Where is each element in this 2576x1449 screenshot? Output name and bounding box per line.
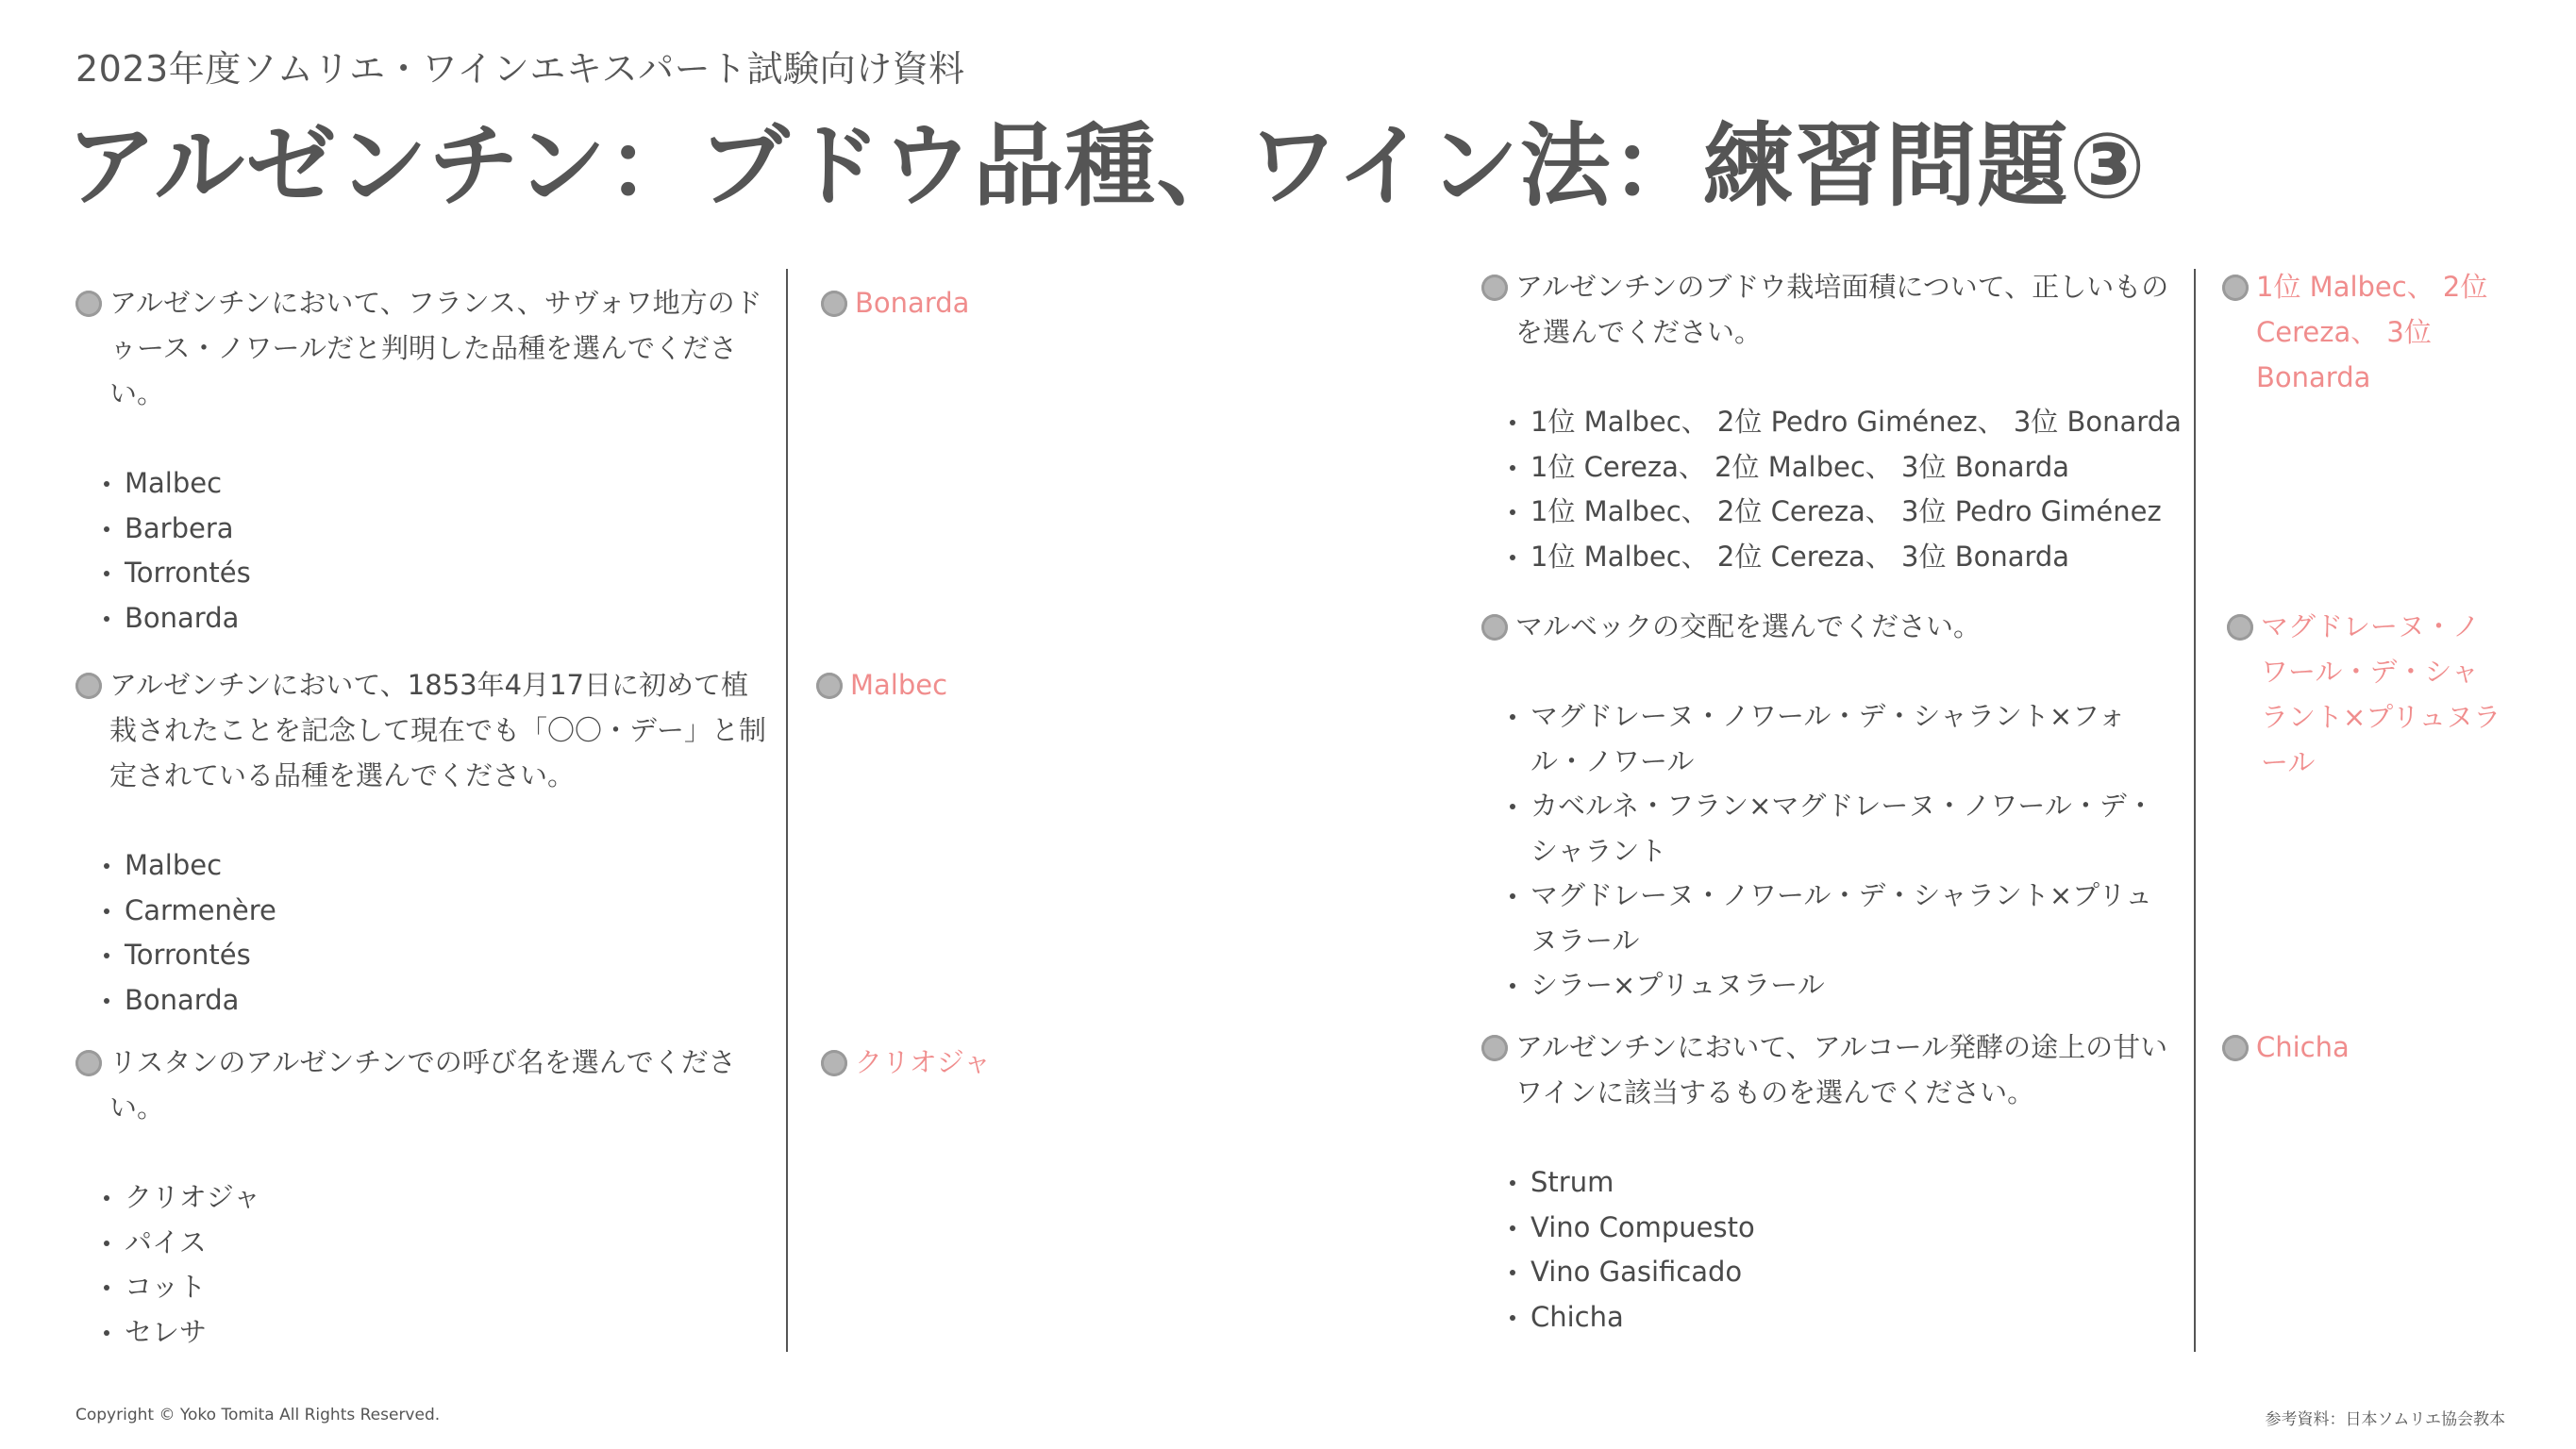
page-title: アルゼンチン：ブドウ品種、ワイン法：練習問題③ [66,113,2147,219]
answer-2 [821,662,1406,708]
question-block-2 [75,662,774,1023]
answer-bullet-icon [821,1050,847,1076]
question-5-text: マルベックの交配を選んでください。 [1515,610,1982,642]
question-5 [1481,604,2184,649]
question-1-text: アルゼンチンにおいて、フランス、サヴォワ地方のドゥース・ノワールだと判明した品種を選んでください。 [109,287,762,409]
answer-4 [2222,264,2505,400]
answer-6-text: Chicha [2256,1031,2350,1063]
question-bullet-icon [75,673,102,699]
option: Malbec [104,843,774,889]
answer-1 [821,280,1406,325]
option: 1位 Malbec、 2位 Cereza、 3位 Pedro Giménez [1510,490,2184,535]
column-divider-right [2194,269,2196,1352]
option: Torrontés [104,551,774,596]
answer-1-text: Bonarda [855,287,970,319]
question-block-3 [75,1040,774,1355]
answer-5-text: マグドレーヌ・ノワール・デ・シャラント×プリュヌラール [2261,610,2501,778]
answer-2-text: Malbec [850,669,948,701]
question-block-6 [1481,1024,2184,1340]
option: マグドレーヌ・ノワール・デ・シャラント×プリュヌラール [1510,874,2156,963]
question-6 [1481,1024,2184,1115]
right-questions-column [1481,255,2184,1355]
option: カベルネ・フラン×マグドレーヌ・ノワール・デ・シャラント [1510,784,2156,874]
question-5-options [1481,694,2156,1008]
question-4-text: アルゼンチンのブドウ栽培面積について、正しいものを選んでください。 [1515,271,2169,348]
option: パイス [104,1221,774,1266]
answer-bullet-icon [821,291,847,317]
copyright-text: Copyright © Yoko Tomita All Rights Reserved. [75,1406,441,1424]
answer-bullet-icon [2222,275,2249,301]
question-bullet-icon [75,1050,102,1076]
question-3-text: リスタンのアルゼンチンでの呼び名を選んでください。 [109,1046,736,1124]
option: マグドレーヌ・ノワール・デ・シャラント×フォル・ノワール [1510,694,2156,784]
option: セレサ [104,1310,774,1356]
question-6-options [1481,1160,2184,1340]
option: コット [104,1265,774,1310]
option: Chicha [1510,1295,2184,1341]
answer-bullet-icon [2222,1035,2249,1061]
question-2-text: アルゼンチンにおいて、1853年4月17日に初めて植栽されたことを記念して現在でも「〇〇・デー」と制定されている品種を選んでください。 [109,669,767,791]
question-4-options [1481,400,2184,579]
question-bullet-icon [1481,1035,1508,1061]
option: Strum [1510,1160,2184,1206]
question-bullet-icon [1481,614,1508,641]
question-2-options [75,843,774,1023]
right-answers-column [2222,255,2505,1355]
question-block-1 [75,280,774,641]
left-answers-column [821,255,1406,1355]
question-bullet-icon [1481,275,1508,301]
option: 1位 Malbec、 2位 Cereza、 3位 Bonarda [1510,535,2184,580]
question-bullet-icon [75,291,102,317]
answer-5 [2222,604,2505,785]
question-1-options [75,461,774,641]
option: 1位 Malbec、 2位 Pedro Giménez、 3位 Bonarda [1510,400,2184,445]
option: 1位 Cereza、 2位 Malbec、 3位 Bonarda [1510,445,2184,491]
answer-6 [2222,1024,2505,1070]
option: Torrontés [104,933,774,978]
option: シラー×プリュヌラール [1510,963,2156,1008]
reference-text: 参考資料：日本ソムリエ協会教本 [2265,1410,2505,1429]
question-1 [75,280,774,416]
question-2 [75,662,774,798]
answer-3-text: クリオジャ [855,1046,992,1078]
answer-bullet-icon [2227,614,2253,641]
option: Vino Gasificado [1510,1250,2184,1295]
question-4 [1481,264,2184,355]
option: Malbec [104,461,774,507]
question-3-options [75,1175,774,1355]
question-6-text: アルゼンチンにおいて、アルコール発酵の途上の甘いワインに該当するものを選んでください。 [1515,1031,2168,1108]
option: Barbera [104,507,774,552]
question-block-5 [1481,604,2184,1008]
left-questions-column [75,255,774,1355]
page-subtitle: 2023年度ソムリエ・ワインエキスパート試験向け資料 [75,48,965,90]
answer-3 [821,1040,1406,1085]
option: Vino Compuesto [1510,1206,2184,1251]
question-3 [75,1040,774,1130]
answer-4-text: 1位 Malbec、 2位 Cereza、 3位 Bonarda [2256,271,2488,393]
option: Carmenère [104,889,774,934]
column-divider-left [786,269,788,1352]
question-block-4 [1481,264,2184,579]
option: クリオジャ [104,1175,774,1221]
answer-bullet-icon [816,673,843,699]
option: Bonarda [104,596,774,641]
option: Bonarda [104,978,774,1024]
